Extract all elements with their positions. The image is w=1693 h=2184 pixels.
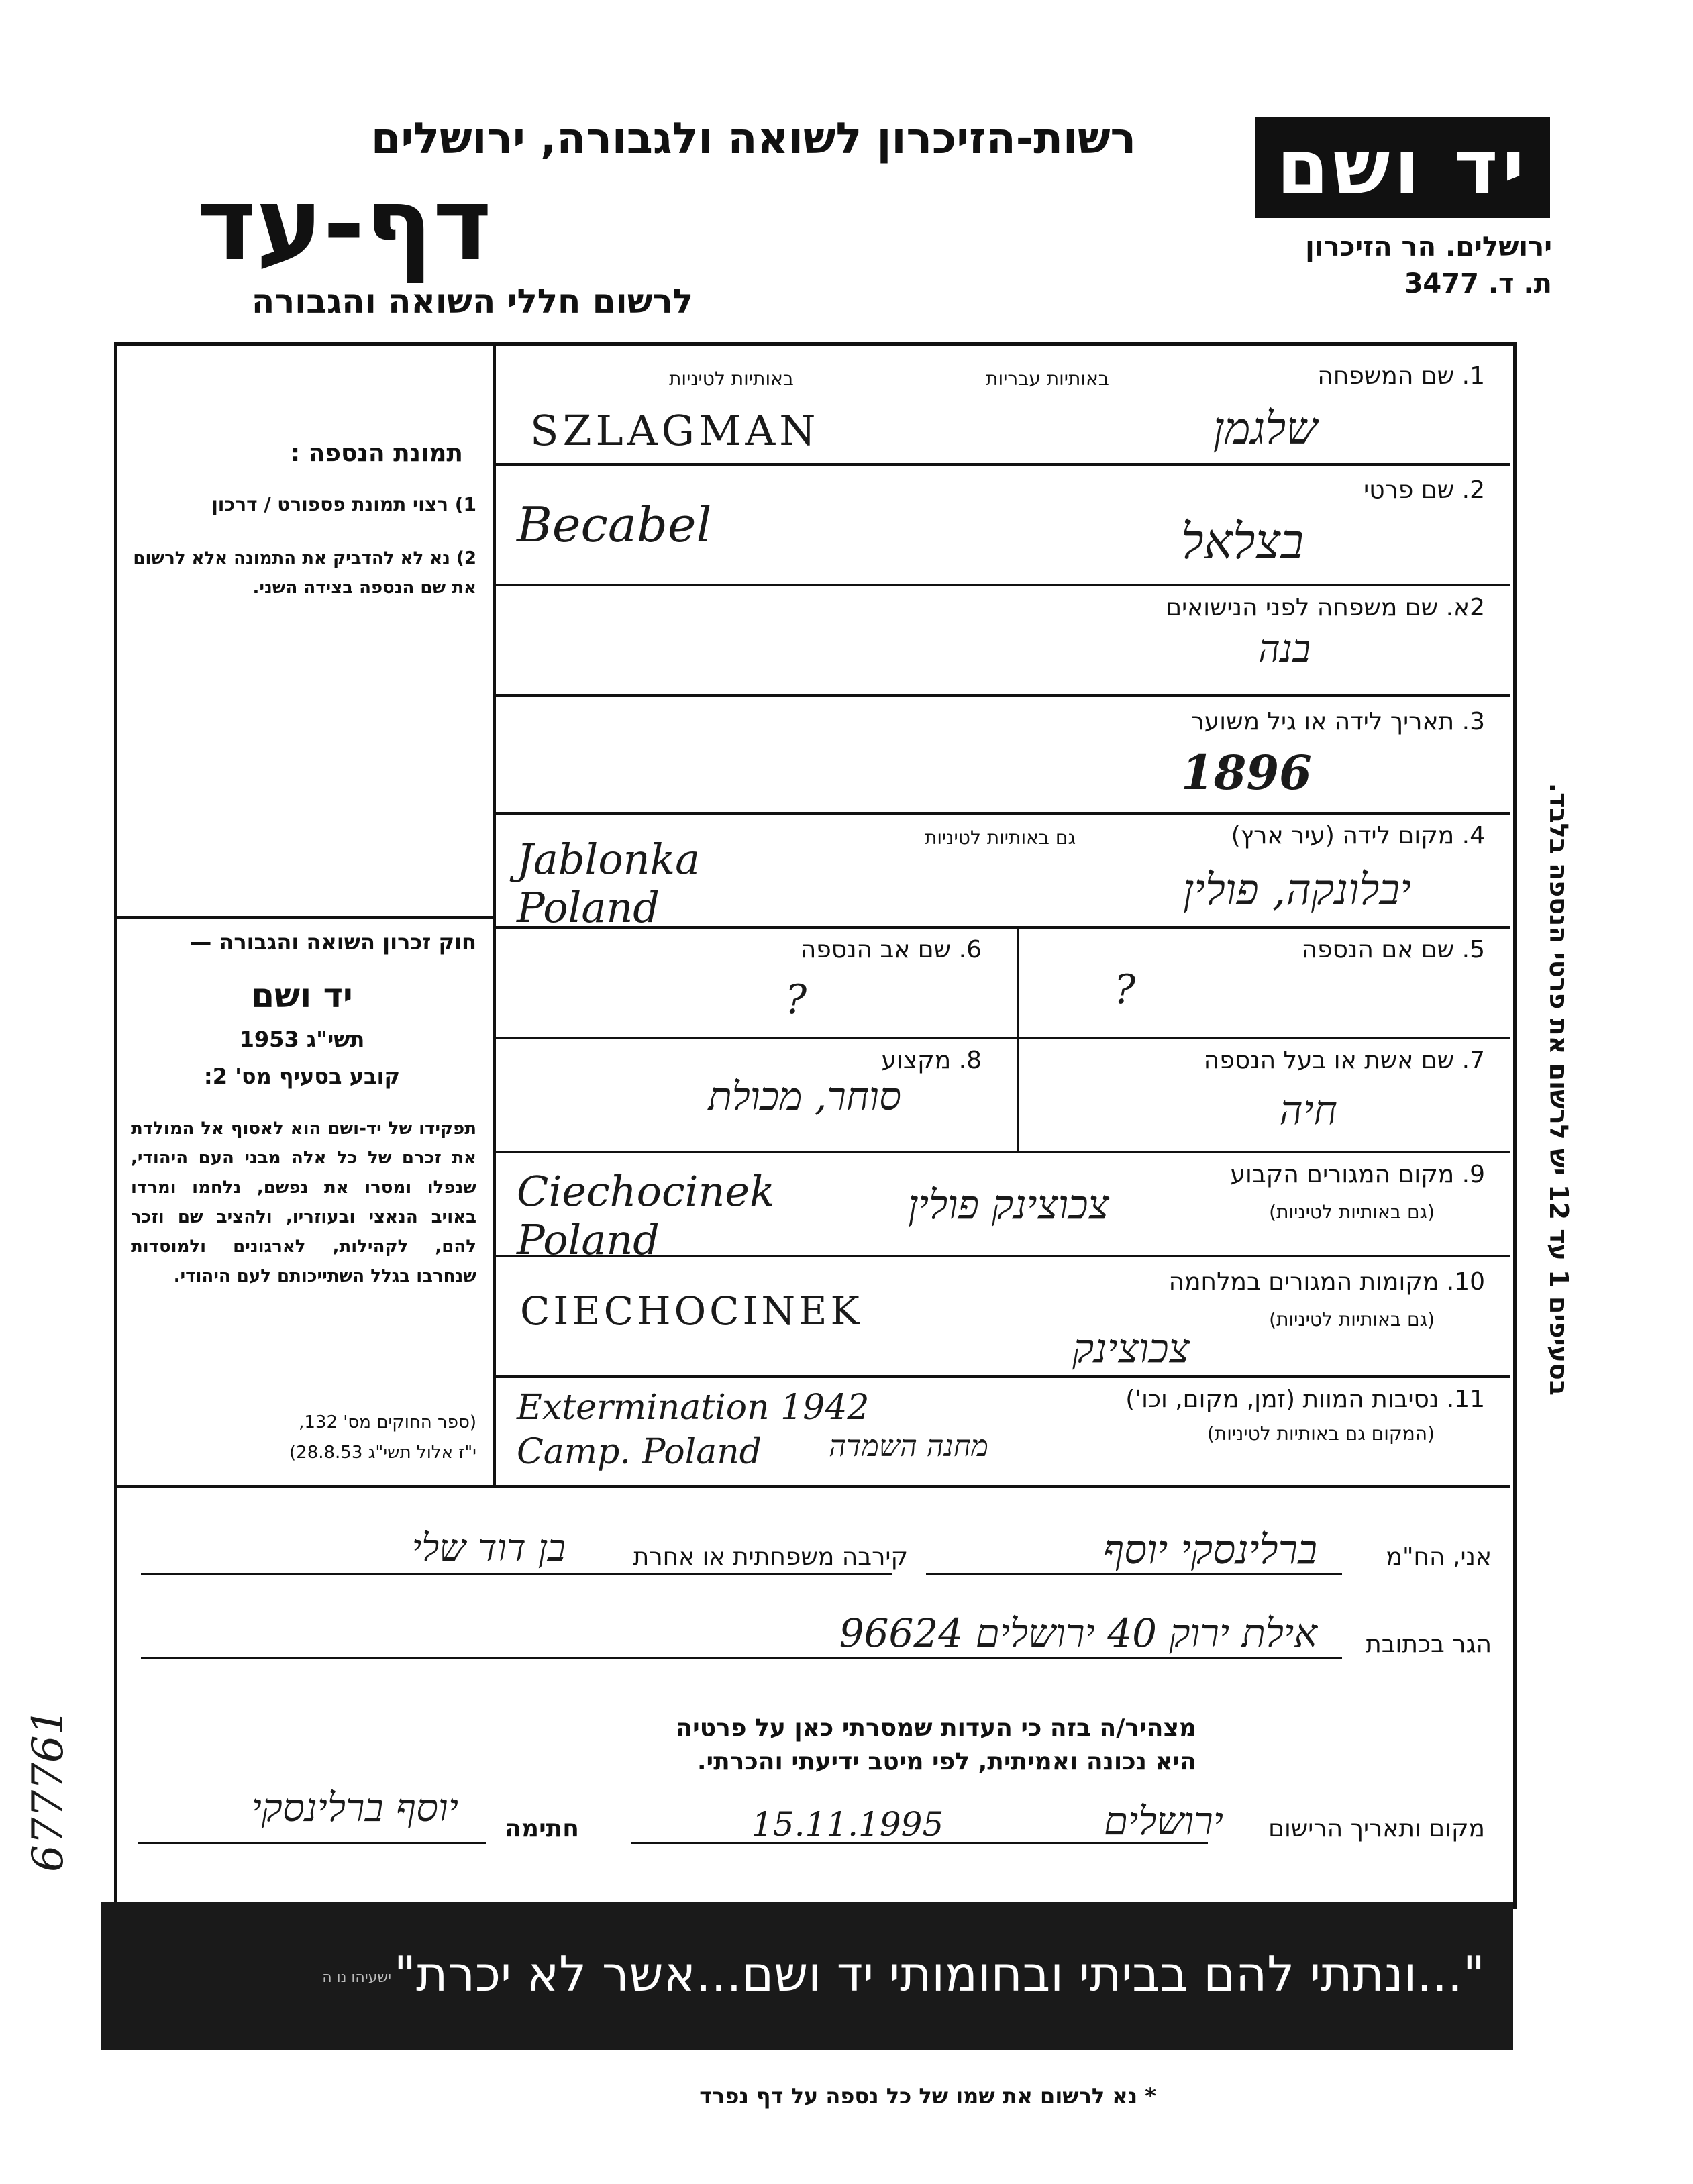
field-5-value[interactable]: ? — [1114, 966, 1136, 1013]
law-clause: קובע בסעיף מס' 2: — [203, 1063, 401, 1089]
field-7-value[interactable]: חיה — [1279, 1087, 1337, 1134]
registration-place[interactable]: ירושלים — [1103, 1798, 1223, 1844]
field-2-hebrew-value[interactable]: בצלאל — [1181, 513, 1304, 570]
law-reference-2: י"ז אלול תשי"ג 28.8.53) — [289, 1443, 476, 1463]
field-11-latin-value[interactable]: Extermination 1942 Camp. Poland — [517, 1388, 870, 1472]
footer-note: * נא לרשום את שמו של כל נספה על דף נפרד — [699, 2083, 1156, 2109]
law-text: תפקידו של יד-ושם הוא לאסוף אל המולדת את זכרם של כל אלה מבני העם היהודי, שנפלו ומסרו את נפשם, נלחמו ומרדו באויב הנאצי ובעוזריו, ולהציב שם וזכר להם, לקהילות, לארגונים ולמוסדות שנחרבו בגלל השתייכותם לעם היהודי. — [131, 1119, 476, 1286]
form-subtitle: לרשום חללי השואה והגבורה — [251, 282, 693, 321]
field-3-label: 3. תאריך לידה או גיל משוער — [1190, 708, 1485, 735]
field-10-latin-value[interactable]: CIECHOCINEK — [520, 1288, 863, 1334]
field-9-latin-value[interactable]: Ciechocinek Poland — [517, 1167, 775, 1264]
relation-value[interactable]: בן דוד שלי — [411, 1526, 566, 1570]
declarant-name[interactable]: ברלינסקי יוסף — [1102, 1526, 1317, 1573]
field-4-latin-note: גם באותיות לטיניות — [925, 827, 1076, 849]
place-date-label: מקום ותאריך הרישום — [1268, 1815, 1485, 1842]
field-6-label: 6. שם אב הנספה — [800, 936, 982, 964]
field-9-label: 9. מקום המגורים הקבוע — [1230, 1161, 1485, 1188]
field-7-label: 7. שם אשת או בעל הנספה — [1203, 1047, 1485, 1074]
footer-quote: "...ונתתי להם בביתי ובחומותי יד ושם...אשר לא יכרת" — [393, 1946, 1485, 2002]
field-1-hebrew-value[interactable]: שלגמן — [1213, 403, 1317, 454]
statement-line-1: מצהיר/ה בזה כי העדות שמסרתי כאן על פרטיה — [676, 1714, 1196, 1742]
field-2a-label: 2א. שם משפחה לפני הנישואים — [1166, 594, 1485, 621]
relation-label: קירבה משפחתית או אחרת — [633, 1543, 908, 1571]
field-10-latin-note: (גם באותיות לטיניות) — [1269, 1308, 1435, 1331]
field-4-latin-value[interactable]: Jablonka Poland — [517, 835, 701, 932]
field-8-label: 8. מקצוע — [881, 1047, 982, 1074]
address-value[interactable]: אילת ירוק 40 ירושלים 96624 — [839, 1610, 1317, 1656]
field-2a-value[interactable]: בנה — [1258, 627, 1311, 671]
form-title: דף-עד — [197, 166, 492, 283]
law-name: יד ושם — [251, 976, 353, 1015]
field-3-value[interactable]: 1896 — [1181, 745, 1312, 800]
photo-note-2: 2) נא לא להדביק את התמונה אלא לרשום את שם הנספה בצידה השני. — [133, 548, 476, 598]
photo-box-title: תמונת הנספה : — [290, 439, 463, 467]
signature-label: חתימה — [505, 1815, 579, 1842]
law-title: חוק זכרון השואה והגבורה — — [190, 929, 476, 955]
field-4-hebrew-value[interactable]: יבלונקה, פולין — [1182, 866, 1411, 915]
field-1-latin-column: באותיות לטיניות — [669, 368, 794, 390]
field-11-latin-note: (המקום גם באותיות לטיניות) — [1207, 1422, 1435, 1445]
authority-title: רשות-הזיכרון לשואה ולגבורה, ירושלים — [370, 114, 1136, 164]
statement-line-2: היא נכונה ואמיתית, לפי מיטב ידיעתי והכרתי. — [697, 1748, 1196, 1775]
field-2-label: 2. שם פרטי — [1364, 476, 1485, 504]
field-8-value[interactable]: סוחר, מכולת — [708, 1074, 901, 1119]
registration-date[interactable]: 15.11.1995 — [752, 1805, 944, 1844]
yad-vashem-logo: יד ושם — [1255, 117, 1550, 218]
footer-source: ישעיהו נו ה — [322, 1969, 391, 1986]
address-line-1: ירושלים. הר הזיכרון — [1305, 231, 1552, 262]
field-11-hebrew-value[interactable]: מחנה השמדה — [829, 1429, 988, 1463]
address-line-2: ת. ד. 3477 — [1404, 268, 1552, 299]
field-10-label: 10. מקומות המגורים במלחמה — [1168, 1268, 1485, 1296]
declarant-label: אני, הח"מ — [1386, 1543, 1492, 1571]
field-4-label: 4. מקום לידה (עיר ארץ) — [1231, 822, 1485, 849]
field-1-latin-value[interactable]: SZLAGMAN — [530, 406, 820, 455]
archive-number: 677761 — [23, 1708, 73, 1872]
law-reference-1: (ספר החוקים מס' 132, — [299, 1412, 476, 1433]
field-6-value[interactable]: ? — [785, 976, 807, 1023]
field-1-label: 1. שם המשפחה — [1317, 362, 1485, 390]
address-label: הגר בכתובת — [1366, 1630, 1492, 1658]
signature[interactable]: יוסף ברלינסקי — [251, 1785, 458, 1830]
field-9-hebrew-value[interactable]: צכוצינק פולין — [908, 1182, 1109, 1229]
field-1-hebrew-column: באותיות עבריות — [986, 368, 1109, 390]
photo-note-1: 1) רצוי תמונת פספורט / דרכון — [211, 493, 476, 515]
law-year: תשי"ג 1953 — [239, 1027, 365, 1052]
side-note: בסעיפים 1 עד 12 יש לרשום את פרטי הנספה בלבד. — [1544, 782, 1574, 1396]
field-5-label: 5. שם אם הנספה — [1301, 936, 1485, 964]
field-2-latin-value[interactable]: Becabel — [517, 497, 712, 553]
field-11-label: 11. נסיבות המוות (זמן, מקום, וכו') — [1125, 1386, 1485, 1413]
field-10-hebrew-value[interactable]: צכוצינק — [1072, 1325, 1190, 1372]
field-9-latin-note: (גם באותיות לטיניות) — [1269, 1201, 1435, 1223]
